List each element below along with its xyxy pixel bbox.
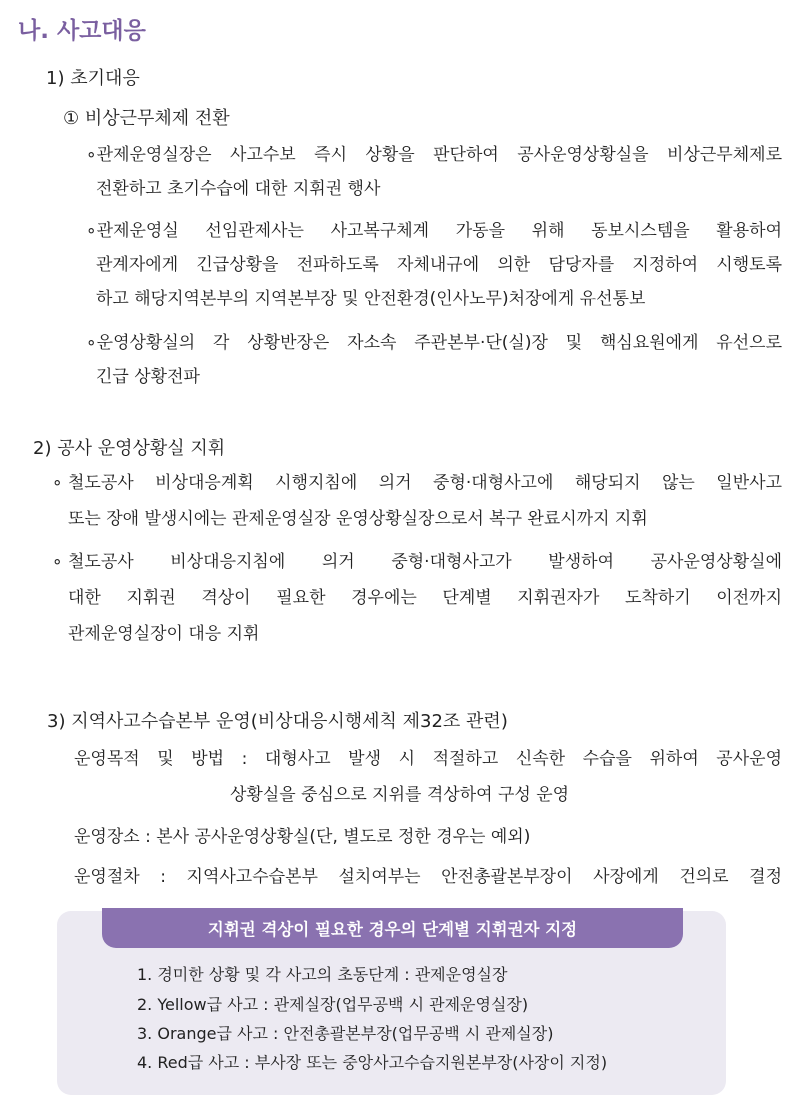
heading-regional-hq: 3) 지역사고수습본부 운영(비상대응시행세칙 제32조 관련) [47, 711, 508, 732]
s2-bullet1-line1: 철도공사 비상대응계획 시행지침에 의거 중형·대형사고에 해당되지 않는 일반사고 [68, 473, 782, 493]
s2-bullet1-mark: ∘ [52, 473, 63, 493]
box-item-2: 2. Yellow급 사고 : 관제실장(업무공백 시 관제운영실장) [137, 995, 529, 1014]
s1-bullet3-line2: 긴급 상황전파 [96, 367, 200, 387]
subheading-emergency-mode: ① 비상근무체제 전환 [63, 108, 230, 129]
s1-bullet1-line2: 전환하고 초기수습에 대한 지휘권 행사 [96, 179, 381, 199]
s3-purpose-line2: 상황실을 중심으로 지위를 격상하여 구성 운영 [230, 785, 570, 805]
s1-bullet2-line1: ∘관제운영실 선임관제사는 사고복구체계 가동을 위해 동보시스템을 활용하여 [86, 221, 782, 241]
s2-bullet2-line2: 대한 지휘권 격상이 필요한 경우에는 단계별 지휘권자가 도착하기 이전까지 [68, 588, 782, 608]
box-item-1: 1. 경미한 상황 및 각 사고의 초동단계 : 관제운영실장 [137, 965, 508, 984]
s1-bullet3-line1: ∘운영상황실의 각 상황반장은 자소속 주관본부·단(실)장 및 핵심요원에게 유선으로 [86, 333, 782, 353]
s2-bullet1-line2: 또는 장애 발생시에는 관제운영실장 운영상황실장으로서 복구 완료시까지 지휘 [68, 509, 648, 529]
s3-location: 운영장소 : 본사 공사운영상황실(단, 별도로 정한 경우는 예외) [74, 827, 531, 847]
command-level-box-title: 지휘권 격상이 필요한 경우의 단계별 지휘권자 지정 [102, 908, 683, 948]
s1-bullet1-line1: ∘관제운영실장은 사고수보 즉시 상황을 판단하여 공사운영상황실을 비상근무체제로 [86, 145, 782, 165]
box-item-3: 3. Orange급 사고 : 안전총괄본부장(업무공백 시 관제실장) [137, 1024, 554, 1043]
s3-purpose-line1: 운영목적 및 방법 : 대형사고 발생 시 적절하고 신속한 수습을 위하여 공사운영 [74, 749, 782, 769]
box-item-4: 4. Red급 사고 : 부사장 또는 중앙사고수습지원본부장(사장이 지정) [137, 1053, 608, 1072]
heading-initial-response: 1) 초기대응 [46, 68, 140, 89]
s1-bullet2-line2: 관계자에게 긴급상황을 전파하도록 자체내규에 의한 담당자를 지정하여 시행토록 [96, 255, 782, 275]
heading-command: 2) 공사 운영상황실 지휘 [33, 438, 226, 459]
s2-bullet2-mark: ∘ [52, 552, 63, 572]
section-title: 나. 사고대응 [18, 18, 146, 44]
s1-bullet2-line3: 하고 해당지역본부의 지역본부장 및 안전환경(인사노무)처장에게 유선통보 [96, 289, 646, 309]
s2-bullet2-line3: 관제운영실장이 대응 지휘 [68, 624, 260, 644]
s2-bullet2-line1: 철도공사 비상대응지침에 의거 중형·대형사고가 발생하여 공사운영상황실에 [68, 552, 782, 572]
s3-procedure: 운영절차 : 지역사고수습본부 설치여부는 안전총괄본부장이 사장에게 건의로 결정 [74, 867, 782, 887]
